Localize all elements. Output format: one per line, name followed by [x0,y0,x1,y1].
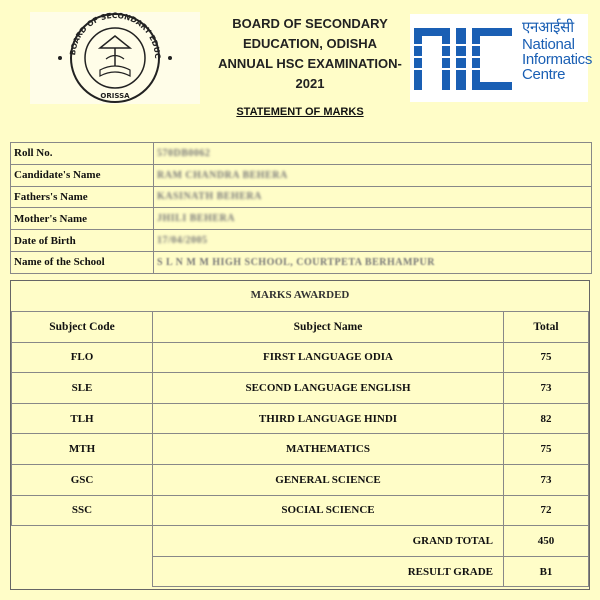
title-line-3: ANNUAL HSC EXAMINATION- [218,56,402,71]
logo-arc-text: BOARD OF SECONDARY EDUC [68,12,163,59]
candidate-name-label: Candidate's Name [11,164,154,186]
subject-name: MATHEMATICS [153,434,504,465]
blank-cell [12,556,153,587]
total-header: Total [504,312,589,343]
nic-emblem-icon [410,14,518,102]
subject-code: GSC [12,464,153,495]
table-row [11,208,592,230]
blank-cell [12,526,153,557]
title-line-1: BOARD OF SECONDARY [232,16,388,31]
roll-no-value: 570DB0062 [154,143,592,165]
table-row [11,230,592,252]
marks-section [10,280,590,590]
table-row [12,464,589,495]
table-row [11,251,592,273]
nic-line-3: Centre [522,66,566,83]
result-grade-value: B1 [504,556,589,587]
subject-name-header: Subject Name [153,312,504,343]
marks-table [11,311,589,587]
table-row [12,403,589,434]
subject-code: MTH [12,434,153,465]
nic-logo [410,14,593,102]
page-header [10,10,593,102]
subject-name: GENERAL SCIENCE [153,464,504,495]
result-grade-label: RESULT GRADE [153,556,504,587]
nic-name [522,20,592,82]
logo-bottom-text: ORISSA [100,92,130,100]
subject-name: SECOND LANGUAGE ENGLISH [153,373,504,404]
table-row [12,434,589,465]
nic-hindi: एनआईसी [522,19,574,36]
roll-no-label: Roll No. [11,143,154,165]
statement-title: STATEMENT OF MARKS [236,106,364,118]
subject-code: FLO [12,342,153,373]
mother-name-label: Mother's Name [11,208,154,230]
father-name-label: Fathers's Name [11,186,154,208]
bse-odisha-logo [30,12,200,104]
mother-name-value: JHILI BEHERA [154,208,592,230]
subject-code: TLH [12,403,153,434]
school-label: Name of the School [11,251,154,273]
subject-total: 75 [504,342,589,373]
exam-title [210,14,410,94]
subject-total: 73 [504,373,589,404]
table-row [12,495,589,526]
student-info-table [10,142,592,274]
grand-total-value: 450 [504,526,589,557]
subject-total: 75 [504,434,589,465]
table-row [12,342,589,373]
result-grade-row [12,556,589,587]
dob-label: Date of Birth [11,230,154,252]
subject-name: THIRD LANGUAGE HINDI [153,403,504,434]
title-line-4: 2021 [295,76,325,91]
bse-seal-icon [30,12,200,104]
title-line-2: EDUCATION, ODISHA [242,36,378,51]
marks-header-row [12,312,589,343]
table-row [11,164,592,186]
subject-total: 73 [504,464,589,495]
candidate-name-value: RAM CHANDRA BEHERA [154,164,592,186]
nic-line-1: National [522,36,575,53]
table-row [12,373,589,404]
grand-total-label: GRAND TOTAL [153,526,504,557]
subject-code: SLE [12,373,153,404]
subject-name: FIRST LANGUAGE ODIA [153,342,504,373]
table-row [11,143,592,165]
subject-total: 72 [504,495,589,526]
marks-awarded-title: MARKS AWARDED [250,289,350,301]
grand-total-row [12,526,589,557]
school-value: S L N M M HIGH SCHOOL, COURTPETA BERHAMPUR [154,251,592,273]
table-row [11,186,592,208]
subject-code: SSC [12,495,153,526]
subject-name: SOCIAL SCIENCE [153,495,504,526]
dob-value: 17/04/2005 [154,230,592,252]
nic-line-2: Informatics [522,51,593,68]
subject-total: 82 [504,403,589,434]
subject-code-header: Subject Code [12,312,153,343]
father-name-value: KASINATH BEHERA [154,186,592,208]
